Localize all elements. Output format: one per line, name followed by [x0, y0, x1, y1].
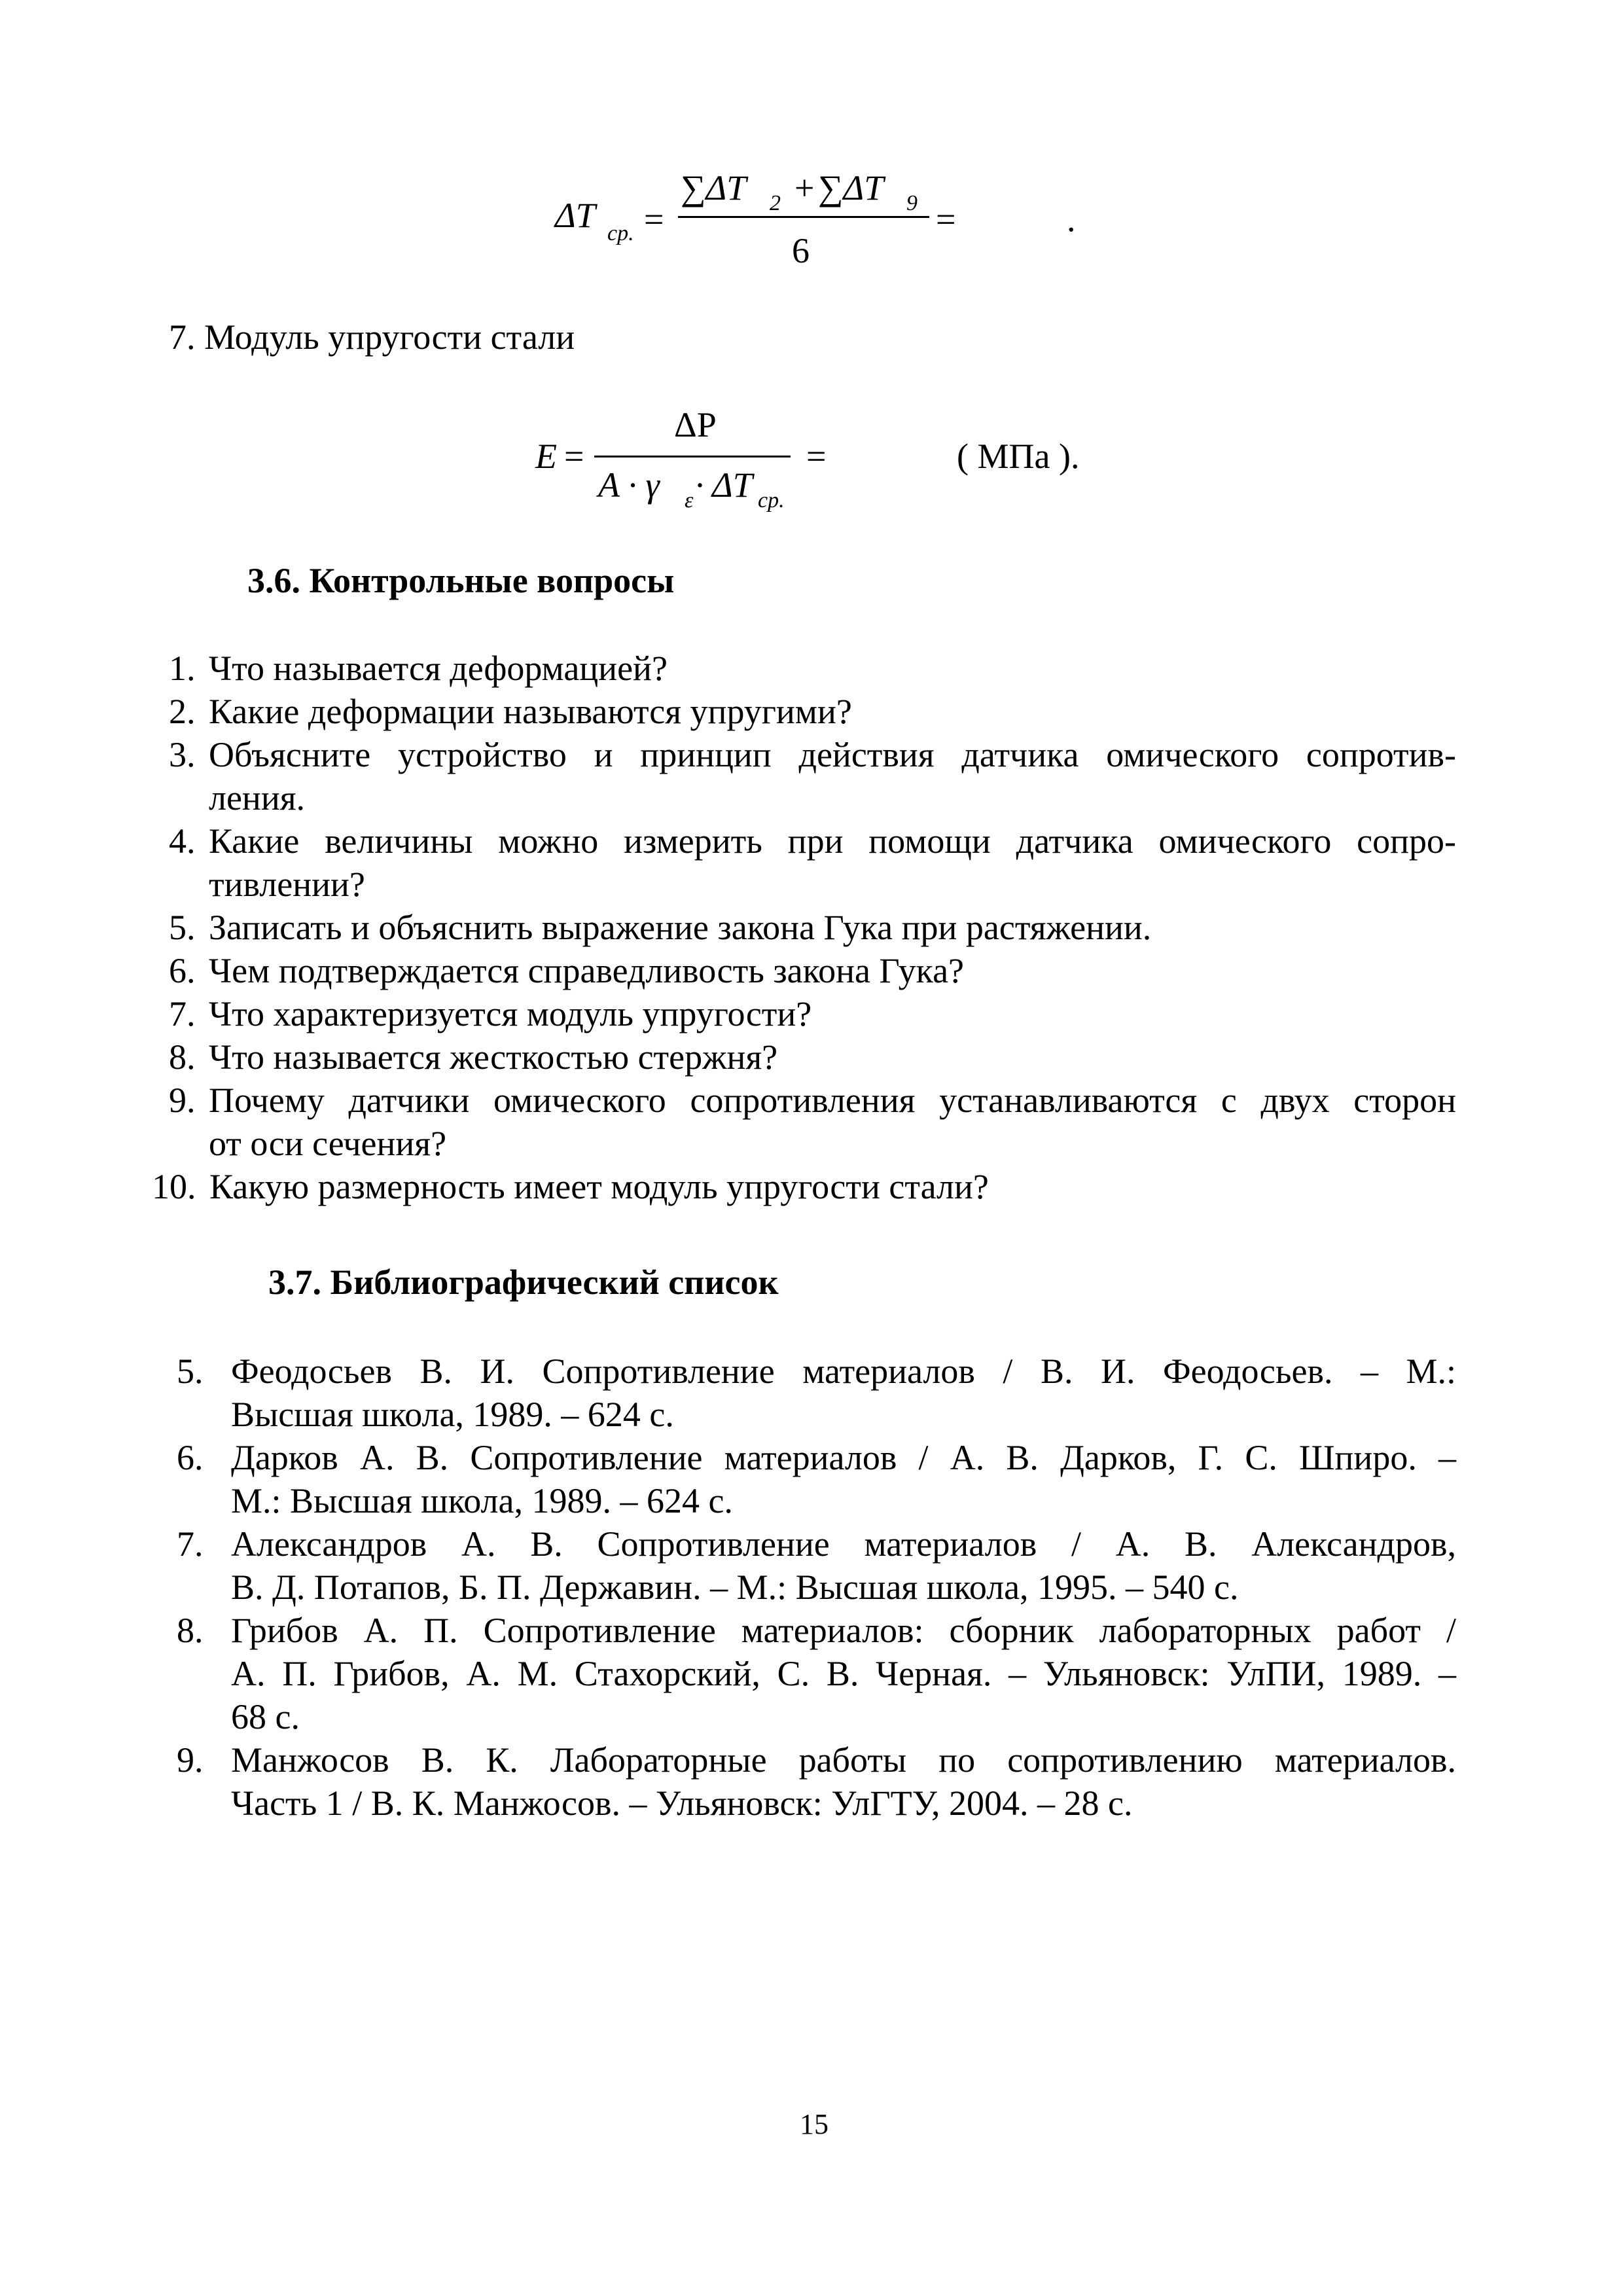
list-item: 9. Почему датчики омического сопротивления устанавливаются с двух сторон от оси сечения?: [169, 1081, 1456, 1163]
questions-list: [152, 647, 1456, 1208]
formula1-subscript-9: 9: [906, 191, 918, 215]
formula1-denominator: 6: [792, 231, 810, 270]
formula2-lhs: E: [535, 437, 557, 476]
formula2-denominator-b: · ΔT: [695, 465, 753, 505]
step-7-text: 7. Модуль упругости стали: [169, 317, 575, 357]
formula1-plus: +: [794, 168, 815, 207]
formula2-unit: ( МПа ).: [957, 437, 1080, 476]
list-item: 8. Грибов А. П. Сопротивление материалов: сборник лабораторных работ / А. П. Грибов, А. М. Стахорский, С. В. Черная. – Ульяновск: УлПИ, 1989. – 68 с.: [177, 1611, 1456, 1736]
formula1-equals: =: [644, 200, 664, 239]
list-item: 10. Какую размерность имеет модуль упругости стали?: [152, 1167, 989, 1206]
formula2-denominator-a: A · γ: [598, 465, 660, 505]
list-item: 6. Дарков А. В. Сопротивление материалов / А. В. Дарков, Г. С. Шпиро. – М.: Высшая школа, 1989. – 624 с.: [177, 1438, 1456, 1520]
page-number: 15: [800, 2108, 829, 2140]
list-item: 6. Чем подтверждается справедливость закона Гука?: [169, 951, 965, 990]
formula2-numerator: ΔP: [674, 405, 717, 444]
list-item: 9. Манжосов В. К. Лабораторные работы по сопротивлению материалов. Часть 1 / В. К. Манжосов. – Ульяновск: УлГТУ, 2004. – 28 с.: [177, 1740, 1456, 1823]
formula1-subscript-2: 2: [770, 191, 781, 215]
formula1-equals-2: =: [936, 200, 956, 239]
list-item: 5. Феодосьев В. И. Сопротивление материалов / В. И. Феодосьев. – М.: Высшая школа, 1989. – 624 с.: [177, 1352, 1456, 1434]
formula1-dot: .: [1067, 200, 1076, 239]
formula2-equals-2: =: [806, 437, 827, 476]
list-item: 7. Что характеризуется модуль упругости?: [169, 994, 812, 1033]
formula1-lhs: ΔT: [555, 196, 596, 235]
formula2-equals: =: [564, 437, 584, 476]
formula2-subscript-sr: ср.: [758, 488, 785, 512]
formula2-subscript-epsilon: ε: [685, 488, 694, 512]
list-item: 8. Что называется жесткостью стержня?: [169, 1037, 778, 1077]
formula1-numerator-sum-9: ∑ΔT: [818, 168, 884, 207]
bibliography-list: [177, 1350, 1456, 1825]
formula1-numerator-sum-2: ∑ΔT: [681, 168, 747, 207]
list-item: 2. Какие деформации называются упругими?: [169, 692, 852, 731]
list-item: 7. Александров А. В. Сопротивление материалов / А. В. Александров, В. Д. Потапов, Б. П. Державин. – М.: Высшая школа, 1995. – 540 с.: [177, 1524, 1456, 1607]
formula2-fraction-bar: [594, 456, 791, 457]
formula1-fraction-bar: [678, 216, 929, 218]
list-item: 4. Какие величины можно измерить при помощи датчика омического сопро- тивлении?: [169, 821, 1456, 904]
list-item: 3. Объясните устройство и принцип действия датчика омического сопротив- ления.: [169, 735, 1456, 817]
section-3-7-heading: 3.7. Библиографический список: [268, 1263, 779, 1302]
list-item: 1. Что называется деформацией?: [169, 649, 668, 688]
list-item: 5. Записать и объяснить выражение закона Гука при растяжении.: [169, 908, 1152, 947]
section-3-6-heading: 3.6. Контрольные вопросы: [247, 561, 675, 600]
formula1-lhs-subscript: ср.: [607, 221, 634, 245]
